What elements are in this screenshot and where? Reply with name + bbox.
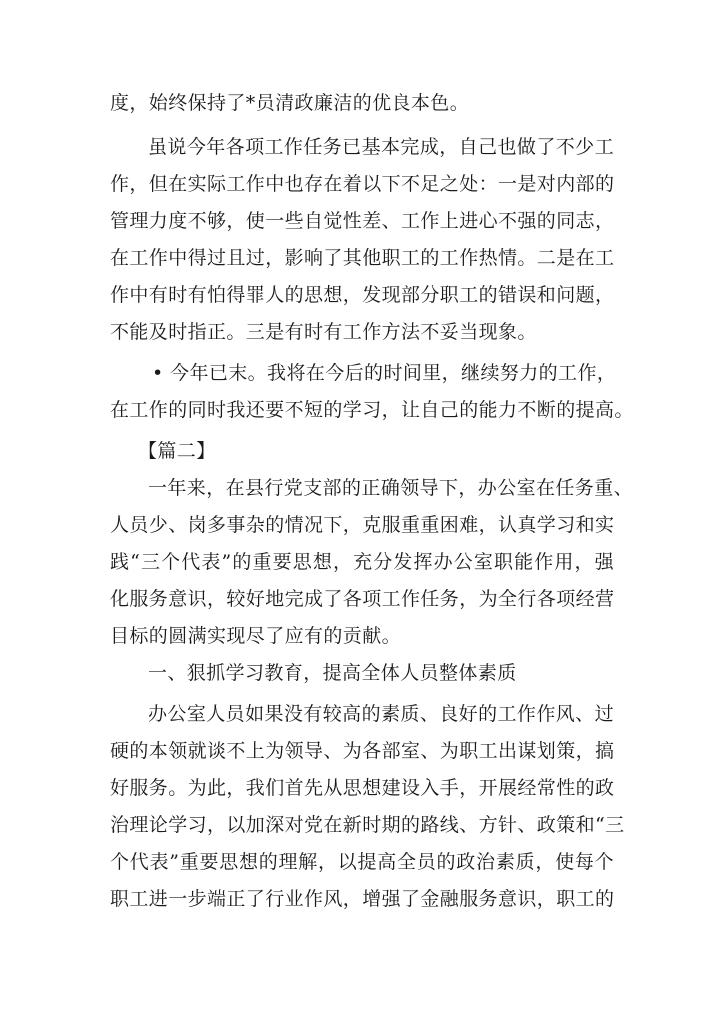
paragraph-line-7: 不能及时指正。三是有时有工作方法不妥当现象。 xyxy=(110,321,537,343)
subheading-study-education: 一、狠抓学习教育，提高全体人员整体素质 xyxy=(148,662,517,684)
paragraph-line-6: 作中有时有怕得罪人的思想，发现部分职工的错误和问题， xyxy=(110,284,615,306)
section-heading-part-two: 【篇二】 xyxy=(138,440,216,462)
paragraph-line-19: 好服务。为此，我们首先从思想建设入手，开展经常性的政 xyxy=(110,777,615,799)
paragraph-line-22: 职工进一步端正了行业作风，增强了金融服务意识，职工的 xyxy=(110,888,615,910)
paragraph-line-20: 治理论学习，以加深对党在新时期的路线、方针、政策和“三 xyxy=(110,814,625,836)
paragraph-line-11: 一年来，在县行党支部的正确领导下，办公室在任务重、 xyxy=(148,477,634,499)
paragraph-line-4: 管理力度不够，使一些自觉性差、工作上进心不强的同志， xyxy=(110,210,615,232)
paragraph-line-21: 个代表”重要思想的理解，以提高全员的政治素质，使每个 xyxy=(110,851,614,873)
paragraph-line-1: 度，始终保持了*员清政廉洁的优良本色。 xyxy=(110,92,470,114)
paragraph-line-3: 作，但在实际工作中也存在着以下不足之处：一是对内部的 xyxy=(110,173,615,195)
paragraph-line-8: • 今年已末。我将在今后的时间里，继续努力的工作， xyxy=(152,362,617,384)
paragraph-line-2: 虽说今年各项工作任务已基本完成，自己也做了不少工 xyxy=(148,136,614,158)
paragraph-line-18: 硬的本领就谈不上为领导、为各部室、为职工出谋划策，搞 xyxy=(110,740,615,762)
paragraph-line-13: 践“三个代表”的重要思想，充分发挥办公室职能作用，强 xyxy=(110,551,614,573)
paragraph-line-17: 办公室人员如果没有较高的素质、良好的工作作风、过 xyxy=(148,703,614,725)
paragraph-line-15: 目标的圆满实现尽了应有的贡献。 xyxy=(110,625,402,647)
paragraph-line-12: 人员少、岗多事杂的情况下，克服重重困难，认真学习和实 xyxy=(110,514,615,536)
paragraph-line-5: 在工作中得过且过，影响了其他职工的工作热情。二是在工 xyxy=(110,247,615,269)
paragraph-line-9: 在工作的同时我还要不短的学习，让自己的能力不断的提高。 xyxy=(110,399,634,421)
paragraph-line-14: 化服务意识，较好地完成了各项工作任务，为全行各项经营 xyxy=(110,588,615,610)
